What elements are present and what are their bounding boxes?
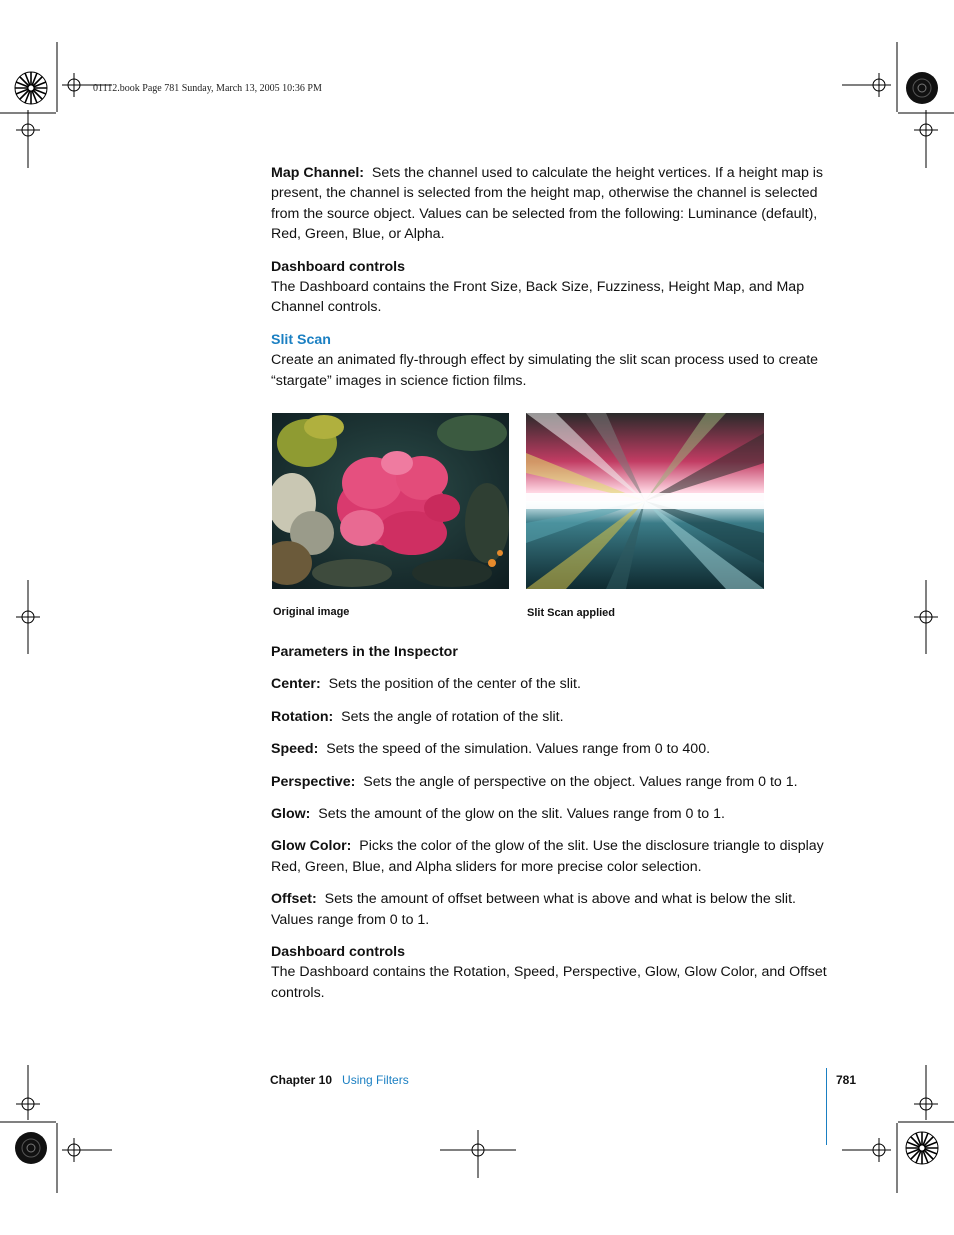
param-term: Glow: — [271, 806, 311, 823]
footer-chapter — [270, 1073, 409, 1087]
param-text: Sets the angle of perspective on the object. Values range from 0 to 1. — [363, 773, 798, 790]
param-text: Sets the amount of the glow on the slit. Values range from 0 to 1. — [318, 806, 725, 823]
map-channel-text: Sets the channel used to calculate the height vertices. If a height map is present, the channel is selected from the height map, otherwise the channel is selected from the source object. Values can be selected from the following: Luminance (default), Red, Green, Blue, or Alpha. — [271, 165, 824, 243]
slit-scan-intro: Create an animated fly-through effect by simulating the slit scan process used to create “stargate” images in science fiction films. — [271, 352, 819, 389]
starburst-bottom-right — [906, 1132, 938, 1164]
param-text: Sets the amount of offset between what is above and what is below the slit. Values range from 0 to 1. — [271, 891, 796, 928]
param-rotation — [271, 707, 827, 727]
footer-divider — [826, 1068, 827, 1145]
param-speed — [271, 739, 827, 759]
dashboard-text-1: The Dashboard contains the Front Size, Back Size, Fuzziness, Height Map, and Map Channel controls. — [271, 279, 805, 316]
param-glow-color — [271, 836, 827, 877]
param-term: Glow Color: — [271, 838, 352, 855]
param-offset — [271, 889, 827, 930]
caption-applied: Slit Scan applied — [527, 607, 616, 619]
main-content — [271, 163, 827, 391]
slit-scan-image — [526, 413, 764, 589]
starburst-top-left — [15, 72, 47, 104]
target-top-right — [906, 72, 938, 104]
printer-slug: 01112.book Page 781 Sunday, March 13, 2005 10:36 PM — [93, 83, 322, 94]
parameters-section — [271, 642, 827, 1003]
param-text: Sets the speed of the simulation. Values range from 0 to 400. — [326, 741, 711, 758]
param-text: Sets the angle of rotation of the slit. — [341, 708, 564, 725]
caption-original: Original image — [273, 606, 350, 618]
param-term: Speed: — [271, 741, 319, 758]
param-term: Rotation: — [271, 708, 334, 725]
param-term: Perspective: — [271, 773, 356, 790]
target-bottom-left — [15, 1132, 47, 1164]
section-title-slit-scan: Slit Scan — [271, 331, 331, 348]
param-text: Picks the color of the glow of the slit. Use the disclosure triangle to display Red, Green, Blue, and Alpha sliders for more precise color selection. — [271, 838, 824, 875]
param-perspective — [271, 772, 827, 792]
original-image — [272, 413, 509, 589]
map-channel-term: Map Channel: — [271, 165, 365, 181]
map-channel-paragraph — [271, 163, 827, 245]
dashboard-heading-1: Dashboard controls — [271, 258, 406, 275]
dashboard-heading-2: Dashboard controls — [271, 944, 406, 961]
param-term: Center: — [271, 676, 321, 693]
dashboard-text-2: The Dashboard contains the Rotation, Speed, Perspective, Glow, Glow Color, and Offset controls. — [271, 964, 827, 1001]
params-heading: Parameters in the Inspector — [271, 644, 458, 660]
chapter-label: Chapter 10 — [270, 1073, 333, 1087]
page-number: 781 — [836, 1073, 857, 1087]
param-center — [271, 674, 827, 694]
param-glow — [271, 804, 827, 824]
chapter-title-link[interactable]: Using Filters — [342, 1073, 409, 1087]
param-term: Offset: — [271, 891, 317, 908]
param-text: Sets the position of the center of the slit. — [328, 676, 581, 693]
